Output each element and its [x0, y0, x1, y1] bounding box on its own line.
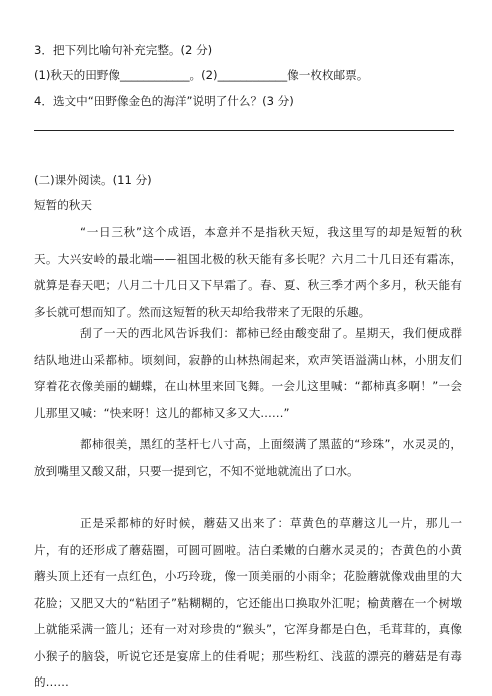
paragraph-1: “一日三秋”这个成语，本意并不是指秋天短，我这里写的却是短暂的秋天。大兴安岭的最北端——祖国北极的秋天能有多长呢？六月二十几日还有霜冻，就算是春天吧；八月二十几日又下早霜了。春、夏、秋三季才两个多月，秋天能有多长就可想而知了。然而这短暂的秋天却给我带来了无限的乐趣。 — [34, 225, 462, 319]
paragraph-4: 正是采都柿的好时候，蘑菇又出来了：草黄色的草蘑这儿一片，那儿一片，有的还形成了蘑菇圈，可圆可圆啦。洁白柔嫩的白蘑水灵灵的；杏黄色的小黄蘑头顶上还有一点红色，小巧玲珑，像一顶美丽的小雨伞；花脸蘑就像戏曲里的大花脸；又肥又大的“粘团子”粘糊糊的，它还能出口换取外汇呢；榆黄蘑在一个树墩上就能采满一篮儿；还有一对对珍贵的“猴头”，它浑身都是白色，毛茸茸的，真像小猴子的脑袋，听说它还是宴席上的佳肴呢；那些粉红、浅蓝的漂亮的蘑菇是有毒的…… — [34, 516, 462, 689]
section-header: (二)课外阅读。(11 分) — [34, 173, 152, 187]
paragraph-2: 刮了一天的西北风告诉我们：都柿已经由酸变甜了。星期天，我们便成群结队地进山采都柿。顷刻间，寂静的山林热闹起来，欢声笑语溢满山林，小朋友们穿着花衣像美丽的蝴蝶，在山林里来回飞舞。一会儿这里喊：“都柿真多啊！”一会儿那里又喊：“快来呀！这儿的都柿又多又大……” — [34, 326, 462, 420]
question-3: 3．把下列比喻句补充完整。(2 分) — [34, 43, 213, 57]
paragraph-3: 都柿很美，黑红的茎杆七八寸高，上面缀满了黑蓝的“珍珠”，水灵灵的，放到嘴里又酸又甜，只要一提到它，不知不觉地就流出了口水。 — [34, 437, 462, 478]
passage-title: 短暂的秋天 — [34, 198, 92, 212]
question-3-fill-line: (1)秋天的田野像____________。(2)____________像一枚枚邮票。 — [34, 68, 369, 82]
answer-line — [34, 130, 454, 131]
question-4: 4．选文中“田野像金色的海洋”说明了什么？(3 分) — [34, 94, 294, 108]
